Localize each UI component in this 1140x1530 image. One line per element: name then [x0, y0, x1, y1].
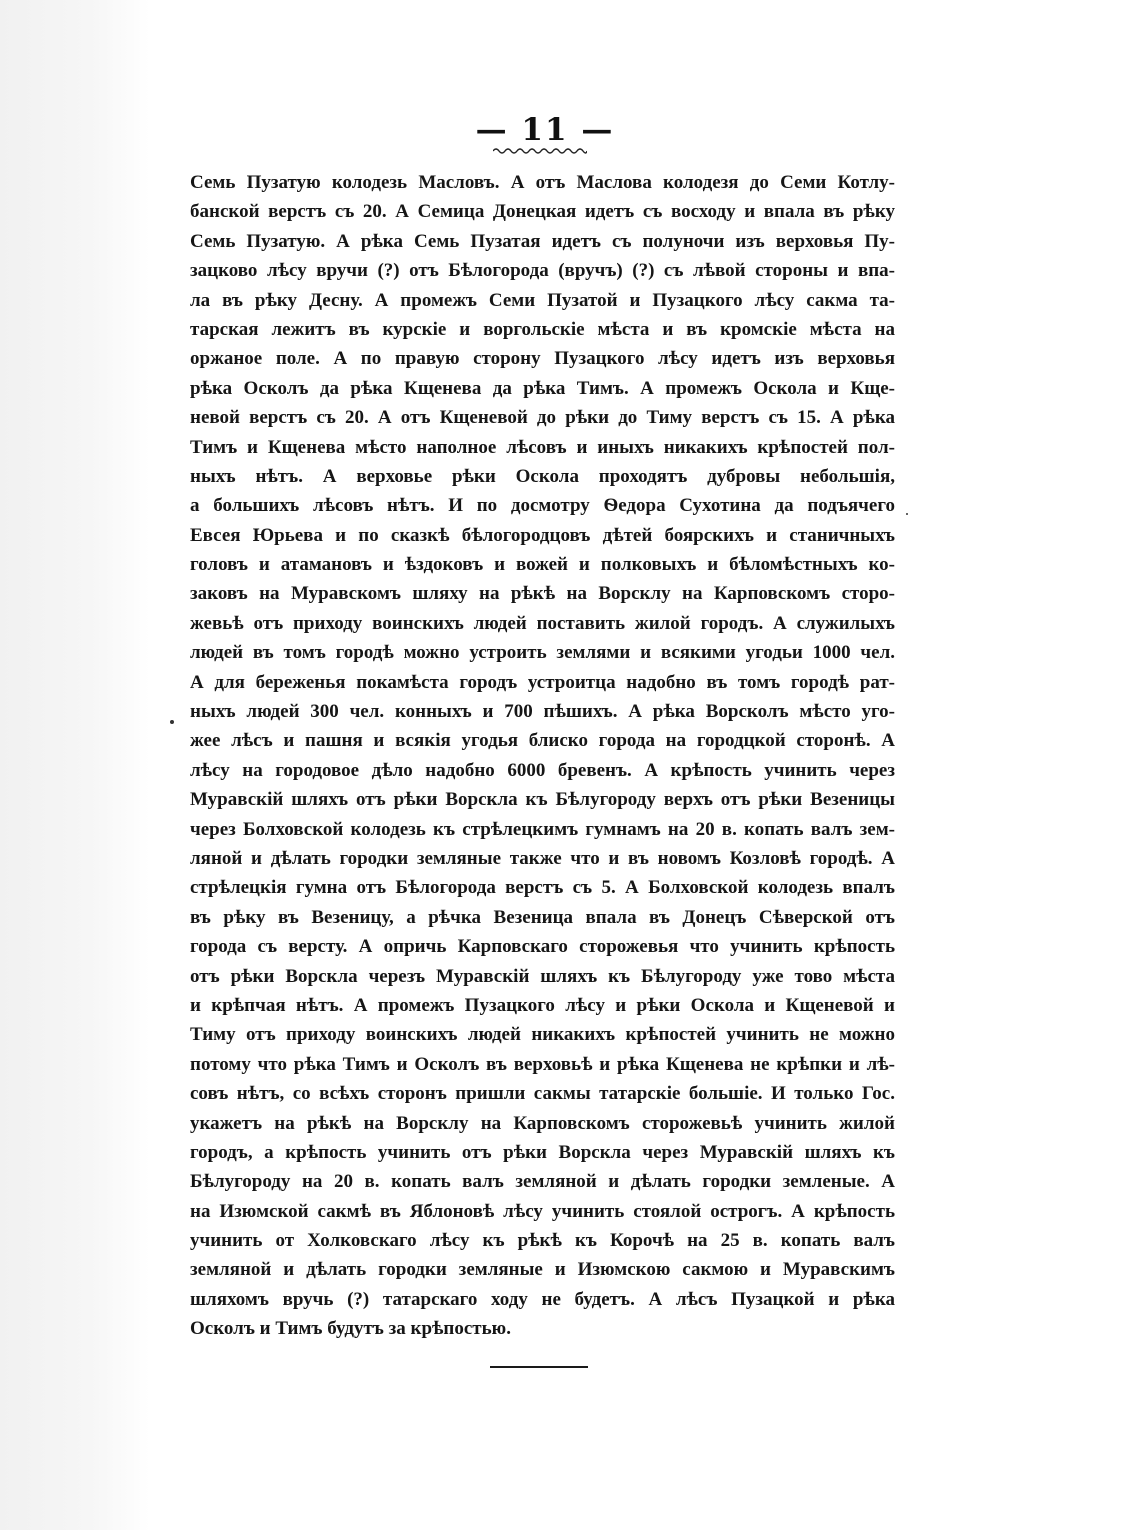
text-line: ныхъ нѣтъ. А верховье рѣки Оскола проходятъ дубровы небольшія, [190, 465, 895, 487]
text-line: зацково лѣсу вручи (?) отъ Бѣлогорода (вручъ) (?) съ лѣвой стороны и впа- [190, 260, 895, 282]
text-line: и крѣпчая нѣтъ. А промежъ Пузацкого лѣсу и рѣки Оскола и Кщеневой и [190, 994, 895, 1016]
text-line: на Изюмской сакмѣ въ Яблоновѣ лѣсу учинить стоялой острогъ. А крѣпость [190, 1200, 895, 1222]
text-line: лѣсу на городовое дѣло надобно 6000 бревенъ. А крѣпость учинить через [190, 759, 895, 781]
text-line: шляхомъ вручь (?) татарскаго ходу не будетъ. А лѣсъ Пузацкой и рѣка [190, 1288, 895, 1310]
text-line: укажетъ на рѣкѣ на Ворсклу на Карповскомъ сторожевьѣ учинить жилой [190, 1112, 895, 1134]
scan-shading [0, 0, 150, 1530]
text-line: въ рѣку въ Везеницу, а рѣчка Везеница впала въ Донецъ Сѣверской отъ [190, 906, 895, 928]
text-line: Бѣлугороду на 20 в. копать валъ земляной и дѣлать городки земленые. А [190, 1171, 895, 1193]
text-line: банской верстъ съ 20. А Семица Донецкая идетъ съ восходу и впала въ рѣку [190, 201, 895, 223]
text-line: А для береженья покамѣста городъ устроитца надобно въ томъ городѣ рат- [190, 671, 895, 693]
scan-speck [170, 720, 174, 724]
text-line: заковъ на Муравскомъ шляху на рѣкѣ на Ворсклу на Карповскомъ сторо- [190, 583, 895, 605]
text-line: совъ нѣтъ, со всѣхъ сторонъ пришли сакмы татарскіе большіе. И только Гос. [190, 1083, 895, 1105]
scan-speck [906, 513, 908, 515]
text-line: невой верстъ съ 20. А отъ Кщеневой до рѣки до Тиму верстъ съ 15. А рѣка [190, 407, 895, 429]
text-line: городъ, а крѣпость учинить отъ рѣки Ворскла через Муравскій шляхъ къ [190, 1141, 895, 1163]
text-line: жевьѣ отъ приходу воинскихъ людей поставить жилой городъ. А служилыхъ [190, 612, 895, 634]
text-line: через Болховской колодезь къ стрѣлецкимъ гумнамъ на 20 в. копать валъ зем- [190, 818, 895, 840]
text-line: потому что рѣка Тимъ и Осколъ въ верховьѣ и рѣка Кщенева не крѣпки и лѣ- [190, 1053, 895, 1075]
wavy-underline [493, 146, 587, 156]
text-line: Семь Пузатую колодезь Масловъ. А отъ Маслова колодезя до Семи Котлу- [190, 172, 895, 193]
text-line: ныхъ людей 300 чел. конныхъ и 700 пѣшихъ. А рѣка Ворсколъ мѣсто уго- [190, 701, 895, 723]
text-line: города съ версту. А опричь Карповскаго сторожевья что учинить крѣпость [190, 936, 895, 958]
text-line: стрѣлецкія гумна отъ Бѣлогорода верстъ съ 5. А Болховской колодезь впалъ [190, 877, 895, 899]
text-line: головъ и атамановъ и ѣздоковъ и вожей и полковыхъ и бѣломѣстныхъ ко- [190, 554, 895, 576]
page-number: — 11 — [475, 112, 615, 148]
text-line: а большихъ лѣсовъ нѣтъ. И по досмотру Ѳедора Сухотина да подъячего [190, 495, 895, 517]
text-line: Тимъ и Кщенева мѣсто наполное лѣсовъ и иныхъ никакихъ крѣпостей пол- [190, 436, 895, 458]
text-line: людей въ томъ городѣ можно устроить землями и всякими угодьи 1000 чел. [190, 642, 895, 664]
text-line: учинить от Холковскаго лѣсу къ рѣкѣ къ Корочѣ на 25 в. копать валъ [190, 1230, 895, 1252]
text-line: оржаное поле. А по правую сторону Пузацкого лѣсу идетъ изъ верховья [190, 348, 895, 370]
text-line: отъ рѣки Ворскла черезъ Муравскій шляхъ къ Бѣлугороду уже тово мѣста [190, 965, 895, 987]
end-rule [490, 1366, 588, 1368]
body-text [190, 168, 895, 1344]
text-line: ляной и дѣлать городки земляные также что и въ новомъ Козловѣ городѣ. А [190, 847, 895, 869]
text-line: Муравскій шляхъ отъ рѣки Ворскла къ Бѣлугороду верхъ отъ рѣки Везеницы [190, 789, 895, 811]
text-line: рѣка Осколъ да рѣка Кщенева да рѣка Тимъ. А промежъ Оскола и Кще- [190, 377, 895, 399]
text-line: Тиму отъ приходу воинскихъ людей никакихъ крѣпостей учинить не можно [190, 1024, 895, 1046]
text-line: земляной и дѣлать городки земляные и Изюмскою сакмою и Муравскимъ [190, 1259, 895, 1281]
text-line: ла въ рѣку Десну. А промежъ Семи Пузатой и Пузацкого лѣсу сакма та- [190, 289, 895, 311]
text-line: тарская лежитъ въ курскіе и воргольскіе мѣста и въ кромскіе мѣста на [190, 318, 895, 340]
text-line: жее лѣсъ и пашня и всякія угодья блиско города на городцкой сторонѣ. А [190, 730, 895, 752]
text-line: Семь Пузатую. А рѣка Семь Пузатая идетъ съ полуночи изъ верховья Пу- [190, 230, 895, 252]
text-line: Осколъ и Тимъ будутъ за крѣпостью. [190, 1318, 511, 1340]
text-line: Евсея Юрьева и по сказкѣ бѣлогородцовъ дѣтей боярскихъ и станичныхъ [190, 524, 895, 546]
